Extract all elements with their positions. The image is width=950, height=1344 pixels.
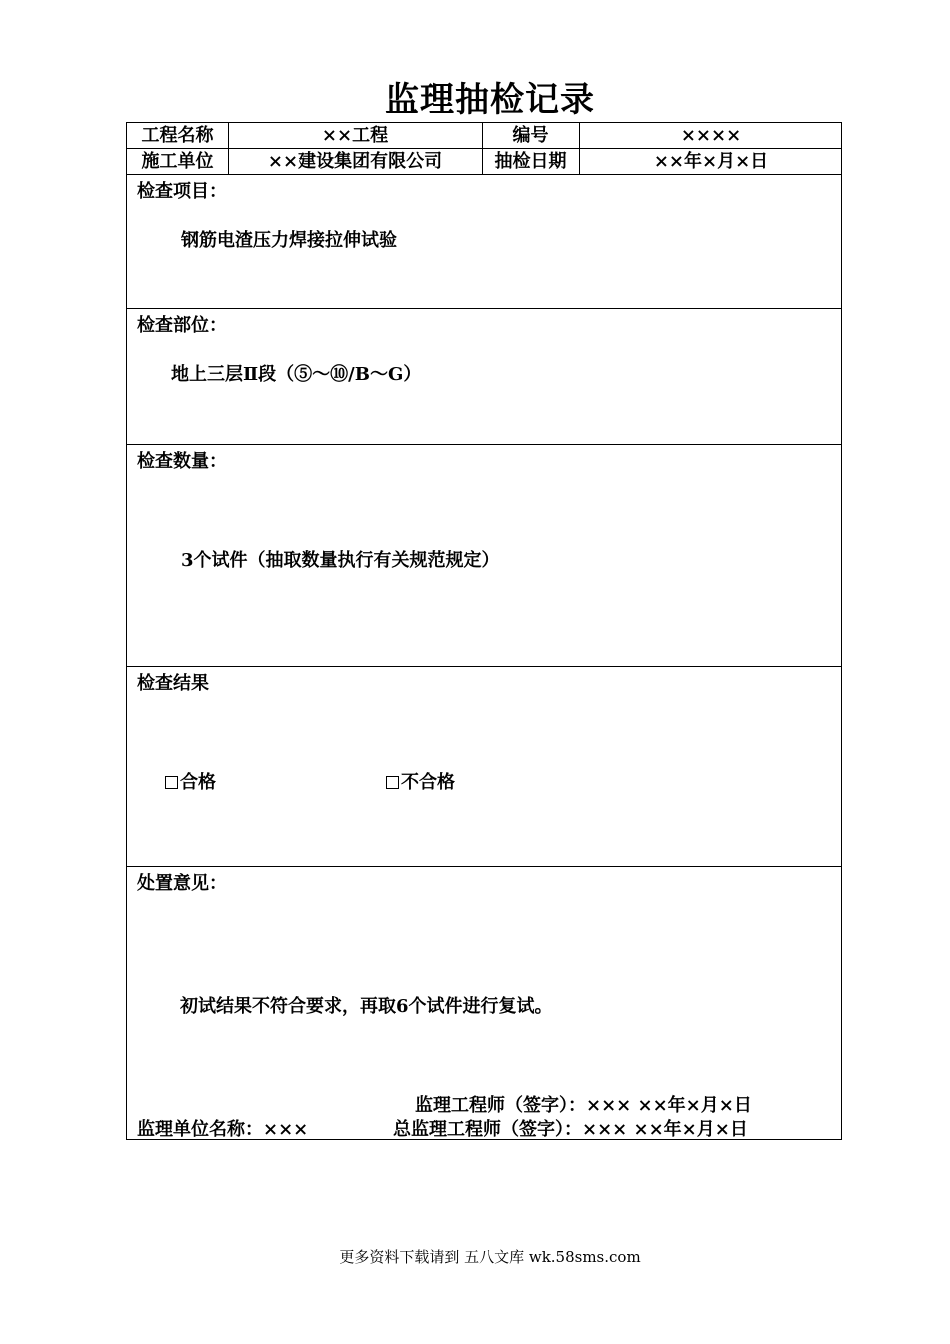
quantity-value: 3个试件（抽取数量执行有关规范规定）: [181, 550, 500, 571]
chief-engineer-signature: 总监理工程师（签字）：××× ××年×月×日: [393, 1119, 748, 1140]
pass-checkbox[interactable]: [165, 776, 178, 789]
section-divider: [127, 308, 841, 309]
project-name-label: 工程名称: [141, 125, 214, 146]
contractor-value: ××建设集团有限公司: [267, 151, 443, 172]
location-label: 检查部位：: [137, 315, 227, 336]
location-value: 地上三层Ⅱ段（⑤～⑩/B～G）: [171, 364, 422, 385]
contractor-label: 施工单位: [141, 151, 214, 172]
date-value: ××年×月×日: [653, 151, 769, 172]
item-label: 检查项目：: [137, 181, 227, 202]
fail-label: 不合格: [401, 772, 455, 793]
item-value: 钢筋电渣压力焊接拉伸试验: [181, 230, 397, 251]
opinion-value: 初试结果不符合要求，再取6个试件进行复试。: [180, 996, 553, 1017]
pass-option[interactable]: [165, 768, 216, 794]
result-label: 检查结果: [137, 673, 209, 694]
engineer-signature: 监理工程师（签字）：××× ××年×月×日: [415, 1095, 752, 1116]
number-label: 编号: [512, 125, 549, 146]
footer-text: 更多资料下载请到 五八文库 wk.58sms.com: [339, 1248, 641, 1266]
fail-option[interactable]: [386, 768, 455, 794]
section-divider: [127, 666, 841, 667]
quantity-label: 检查数量：: [137, 451, 227, 472]
pass-label: 合格: [180, 772, 216, 793]
number-value: ××××: [680, 125, 742, 146]
section-divider: [127, 866, 841, 867]
document-title: 监理抽检记录: [385, 80, 595, 120]
section-divider: [127, 444, 841, 445]
opinion-label: 处置意见：: [137, 873, 227, 894]
supervision-unit-name: 监理单位名称：×××: [137, 1119, 309, 1140]
row-divider: [127, 174, 841, 175]
fail-checkbox[interactable]: [386, 776, 399, 789]
inspection-form: [126, 122, 842, 1140]
date-label: 抽检日期: [494, 151, 567, 172]
project-name-value: ××工程: [321, 125, 389, 146]
